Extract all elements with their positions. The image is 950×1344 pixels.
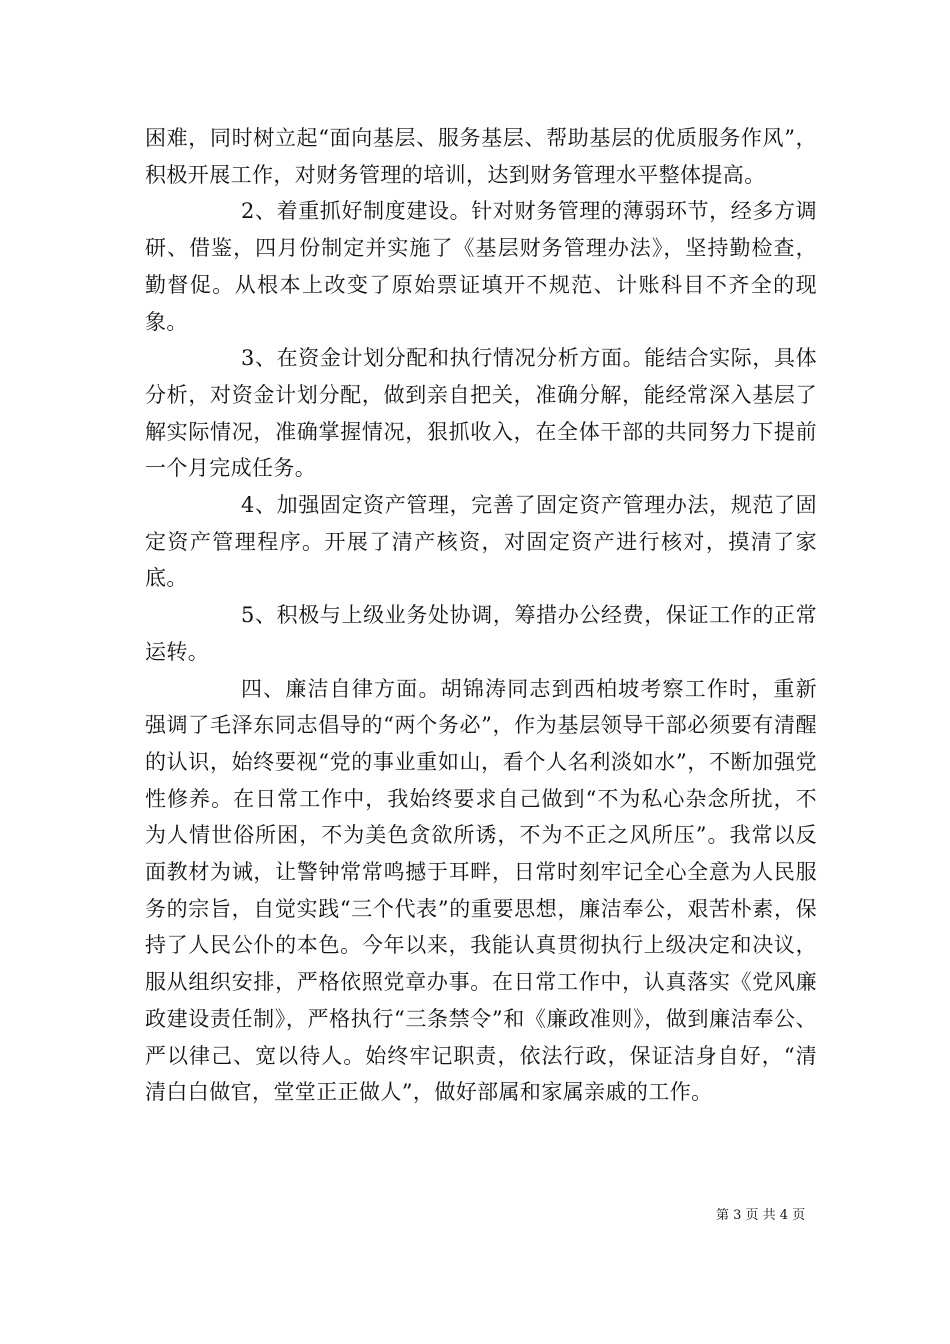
paragraph-3: 3、在资金计划分配和执行情况分析方面。能结合实际，具体分析，对资金计划分配，做到亲自把关，准确分解，能经常深入基层了解实际情况，准确掌握情况，狠抓收入，在全体干部的共同努力下提前一个月完成任务。 [145, 346, 817, 481]
paragraph-1: 困难，同时树立起“面向基层、服务基层、帮助基层的优质服务作风”，积极开展工作，对财务管理的培训，达到财务管理水平整体提高。 [145, 126, 817, 187]
page-number-footer: 第 3 页 共 4 页 [716, 1208, 806, 1223]
paragraph-4: 4、加强固定资产管理，完善了固定资产管理办法，规范了固定资产管理程序。开展了清产核资，对固定资产进行核对，摸清了家底。 [145, 493, 817, 591]
paragraph-6: 四、廉洁自律方面。胡锦涛同志到西柏坡考察工作时，重新强调了毛泽东同志倡导的“两个务必”，作为基层领导干部必须要有清醒的认识，始终要视“党的事业重如山，看个人名利淡如水”，不断加强党性修养。在日常工作中，我始终要求自己做到“不为私心杂念所扰，不为人情世俗所困，不为美色贪欲所诱，不为不正之风所压”。我常以反面教材为诫，让警钟常常鸣撼于耳畔，日常时刻牢记全心全意为人民服务的宗旨，自觉实践“三个代表”的重要思想，廉洁奉公，艰苦朴素，保持了人民公仆的本色。今年以来，我能认真贯彻执行上级决定和决议，服从组织安排，严格依照党章办事。在日常工作中，认真落实《党风廉政建设责任制》，严格执行“三条禁令”和《廉政准则》，做到廉洁奉公、严以律己、宽以待人。始终牢记职责，依法行政，保证洁身自好，“清清白白做官，堂堂正正做人”，做好部属和家属亲戚的工作。 [145, 676, 817, 1105]
paragraph-2: 2、着重抓好制度建设。针对财务管理的薄弱环节，经多方调研、借鉴，四月份制定并实施了《基层财务管理办法》，坚持勤检查，勤督促。从根本上改变了原始票证填开不规范、计账科目不齐全的现象。 [145, 199, 817, 334]
document-page [145, 120, 817, 1111]
paragraph-5: 5、积极与上级业务处协调，筹措办公经费，保证工作的正常运转。 [145, 603, 817, 664]
